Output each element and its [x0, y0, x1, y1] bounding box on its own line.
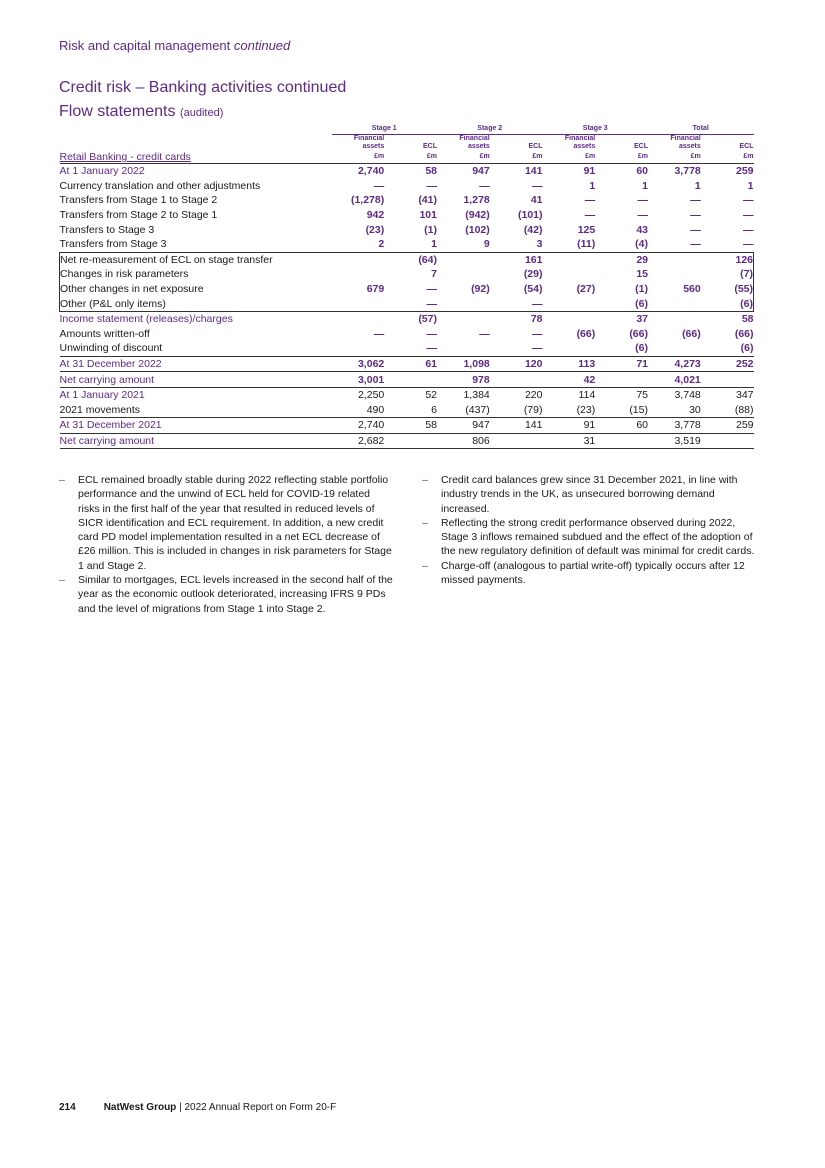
- table-cell: (7): [701, 267, 754, 282]
- table-cell: 113: [543, 356, 596, 372]
- ecl-header: ECL: [528, 143, 543, 150]
- row-label: Changes in risk parameters: [60, 267, 332, 282]
- table-cell: 3,062: [332, 356, 385, 372]
- row-label: At 31 December 2022: [60, 356, 332, 372]
- table-cell: [332, 267, 385, 282]
- page-number: 214: [59, 1102, 76, 1113]
- table-cell: 31: [543, 433, 596, 449]
- assets-header: assets: [467, 143, 490, 150]
- table-cell: 679: [366, 283, 385, 296]
- table-cell: 7: [431, 268, 437, 281]
- row-label: Income statement (releases)/charges: [60, 311, 332, 326]
- table-cell: 806: [437, 433, 490, 449]
- subtitle-text: Flow statements: [59, 103, 176, 120]
- table-cell: (66): [629, 327, 648, 340]
- table-cell: 490: [366, 403, 385, 416]
- table-cell: [332, 252, 385, 267]
- dash-icon: –: [422, 559, 428, 572]
- table-cell: (42): [523, 223, 543, 236]
- row-label: Transfers to Stage 3: [59, 223, 155, 236]
- row-label: Net carrying amount: [60, 433, 332, 449]
- row-label: Net re-measurement of ECL on stage transfer: [60, 252, 332, 267]
- table-cell: (29): [523, 268, 543, 281]
- unit-header: £m: [543, 151, 596, 164]
- section-suffix: continued: [233, 38, 291, 53]
- page-footer: [59, 1102, 336, 1113]
- stage-header: Stage 2: [437, 123, 543, 135]
- table-cell: (55): [701, 282, 754, 297]
- table-cell: [543, 296, 596, 311]
- row-label: At 1 January 2022: [59, 165, 145, 178]
- note-text: Charge-off (analogous to partial write-off) typically occurs after 12 missed payments.: [441, 559, 745, 587]
- assets-header: assets: [573, 143, 596, 150]
- header-unit-row: [60, 151, 754, 164]
- table-cell: 60: [595, 418, 648, 434]
- dash-icon: –: [59, 474, 65, 486]
- row-label: Transfers from Stage 2 to Stage 1: [59, 209, 218, 222]
- table-cell: 78: [490, 311, 543, 326]
- table-cell: 2,682: [332, 433, 385, 449]
- table-cell: 61: [384, 356, 437, 372]
- table-cell: [332, 341, 385, 356]
- table-cell: 2,740: [357, 165, 385, 178]
- table-cell: 220: [490, 387, 543, 402]
- table-cell: [384, 433, 437, 449]
- table-cell: 2: [378, 238, 385, 251]
- table-cell: [543, 311, 596, 326]
- table-row: [60, 164, 754, 179]
- table-cell: —: [637, 209, 648, 222]
- table-cell: 1: [642, 179, 648, 192]
- table-cell: —: [426, 342, 437, 355]
- table-cell: 42: [543, 372, 596, 388]
- table-cell: —: [690, 194, 701, 207]
- financial-header: Financial: [459, 135, 490, 142]
- table-cell: 6: [431, 403, 437, 416]
- table-cell: [437, 341, 490, 356]
- table-cell: [648, 267, 701, 282]
- table-cell: 1,384: [437, 387, 490, 402]
- table-cell: 2,740: [332, 418, 385, 434]
- table-cell: 947: [472, 165, 490, 178]
- table-cell: 120: [490, 356, 543, 372]
- page-title: Credit risk – Banking activities continued: [59, 79, 347, 96]
- stage-header: Stage 1: [332, 123, 438, 135]
- table-cell: [490, 433, 543, 449]
- table-cell: 141: [490, 418, 543, 434]
- table-row: [60, 341, 754, 356]
- note-bullet: [59, 473, 394, 573]
- stage-header: Total: [648, 123, 754, 135]
- table-cell: —: [584, 194, 596, 207]
- table-cell: [543, 267, 596, 282]
- row-label: Other changes in net exposure: [60, 282, 332, 297]
- row-label: Transfers from Stage 1 to Stage 2: [59, 194, 218, 207]
- table-row: [60, 252, 754, 267]
- table-cell: —: [479, 179, 490, 192]
- table-cell: (1): [635, 283, 648, 296]
- note-bullet: [59, 573, 394, 616]
- table-cell: —: [532, 327, 543, 340]
- row-label: 2021 movements: [59, 403, 141, 416]
- table-cell: —: [479, 327, 490, 340]
- table-cell: 101: [419, 209, 437, 222]
- unit-header: £m: [490, 151, 543, 164]
- table-cell: (6): [740, 342, 754, 355]
- table-cell: [701, 372, 754, 388]
- table-cell: 58: [425, 165, 437, 178]
- table-cell: 1: [589, 179, 596, 192]
- row-label: Unwinding of discount: [59, 342, 163, 355]
- table-cell: 259: [701, 418, 754, 434]
- table-cell: [332, 311, 385, 326]
- table-cell: —: [532, 342, 543, 355]
- table-cell: [595, 433, 648, 449]
- table-cell: [701, 433, 754, 449]
- assets-header: assets: [362, 143, 385, 150]
- table-row: [60, 433, 754, 449]
- table-cell: (66): [576, 327, 596, 340]
- row-label-header: Retail Banking - credit cards: [60, 151, 332, 164]
- table-cell: 4,021: [648, 372, 701, 388]
- table-cell: (79): [523, 403, 543, 416]
- table-cell: 125: [577, 223, 596, 236]
- table-cell: —: [532, 179, 543, 192]
- note-text: Credit card balances grew since 31 December 2021, in line with industry trends in the UK, as unsecured borrowing demand increased.: [441, 474, 738, 515]
- table-cell: —: [690, 209, 701, 222]
- table-cell: —: [584, 209, 596, 222]
- table-cell: (88): [734, 403, 754, 416]
- dash-icon: –: [59, 574, 65, 587]
- unit-header: £m: [384, 151, 437, 164]
- table-cell: 4,273: [648, 356, 701, 372]
- table-cell: [384, 372, 437, 388]
- footer-separator: |: [176, 1102, 185, 1113]
- section-label: Risk and capital management: [59, 38, 231, 53]
- note-bullet: [422, 559, 764, 588]
- table-cell: [437, 311, 490, 326]
- table-cell: 2,250: [332, 387, 385, 402]
- table-cell: [648, 311, 701, 326]
- table-cell: (23): [365, 223, 385, 236]
- table-cell: 1: [431, 238, 437, 251]
- table-cell: [490, 372, 543, 388]
- table-cell: (23): [576, 403, 596, 416]
- table-cell: 3,778: [648, 418, 701, 434]
- table-cell: —: [743, 194, 754, 207]
- table-row: [60, 356, 754, 372]
- table-row: [60, 403, 754, 418]
- unit-header: £m: [332, 151, 385, 164]
- table-cell: [648, 341, 701, 356]
- table-cell: 30: [689, 403, 701, 416]
- table-row: [60, 267, 754, 282]
- header-assets-row: [60, 143, 754, 151]
- row-label: Other (P&L only items): [60, 296, 332, 311]
- table-cell: 91: [543, 418, 596, 434]
- note-bullet: [422, 473, 764, 516]
- row-label: Amounts written-off: [59, 327, 150, 340]
- unit-header: £m: [648, 151, 701, 164]
- table-cell: (66): [734, 327, 754, 340]
- table-cell: (41): [418, 194, 437, 207]
- table-row: [60, 193, 754, 208]
- unit-header: £m: [595, 151, 648, 164]
- note-bullet: [422, 516, 764, 559]
- footer-brand: NatWest Group: [103, 1102, 177, 1113]
- table-cell: —: [743, 238, 754, 251]
- table-cell: 15: [636, 268, 648, 281]
- table-cell: (11): [577, 238, 596, 251]
- table-cell: 71: [595, 356, 648, 372]
- table-cell: (1): [424, 223, 437, 236]
- header-stage-row: [60, 123, 754, 135]
- table-cell: —: [426, 283, 437, 296]
- table-cell: [648, 252, 701, 267]
- table-cell: —: [532, 297, 543, 310]
- table-cell: 43: [636, 223, 648, 236]
- table-cell: (6): [635, 297, 648, 310]
- table-cell: [595, 372, 648, 388]
- table-cell: 91: [583, 165, 596, 178]
- table-cell: 58: [701, 311, 754, 326]
- stage-header: Stage 3: [543, 123, 649, 135]
- table-cell: (6): [635, 342, 648, 355]
- table-row: [60, 208, 754, 223]
- table-cell: 37: [595, 311, 648, 326]
- ecl-header: ECL: [634, 143, 648, 150]
- table-cell: [543, 341, 596, 356]
- table-cell: [332, 296, 385, 311]
- footer-report: 2022 Annual Report on Form 20-F: [184, 1102, 337, 1113]
- financial-header: Financial: [353, 135, 385, 142]
- table-cell: 41: [530, 194, 543, 207]
- row-label: Net carrying amount: [60, 372, 332, 388]
- header-financial-row: [60, 135, 754, 144]
- table-row: [60, 237, 754, 252]
- table-cell: (101): [517, 209, 543, 222]
- unit-header: £m: [437, 151, 490, 164]
- table-cell: —: [743, 223, 754, 236]
- table-cell: 161: [490, 252, 543, 267]
- table-cell: 347: [701, 387, 754, 402]
- note-text: Reflecting the strong credit performance observed during 2022, Stage 3 inflows remained subdued and the effect of the adoption of the new regulatory definition of default was minimal for credit cards.: [441, 516, 755, 558]
- table-cell: 3,519: [648, 433, 701, 449]
- table-row: [60, 222, 754, 237]
- table-cell: (27): [576, 283, 596, 296]
- table-cell: (64): [384, 252, 437, 267]
- table-cell: (4): [635, 238, 648, 251]
- table-cell: 1,278: [463, 194, 490, 207]
- table-cell: 259: [735, 165, 754, 178]
- table-cell: 1: [694, 179, 701, 192]
- table-cell: 141: [524, 165, 543, 178]
- row-label: Transfers from Stage 3: [59, 238, 167, 251]
- table-cell: (57): [384, 311, 437, 326]
- table-cell: (66): [682, 327, 701, 340]
- table-cell: (942): [465, 209, 490, 222]
- assets-header: assets: [678, 143, 701, 150]
- table-cell: 3,778: [674, 165, 701, 178]
- table-cell: [437, 252, 490, 267]
- table-row: [60, 327, 754, 342]
- section-title: [59, 38, 290, 53]
- table-cell: (102): [465, 223, 490, 236]
- table-row: [60, 372, 754, 388]
- table-cell: —: [373, 179, 385, 192]
- table-cell: 60: [636, 165, 648, 178]
- table-cell: 560: [683, 283, 701, 296]
- table-row: [60, 296, 754, 311]
- unit-header: £m: [701, 151, 754, 164]
- row-label: At 1 January 2021: [60, 387, 332, 402]
- table-cell: [437, 296, 490, 311]
- table-cell: 252: [701, 356, 754, 372]
- table-cell: (15): [629, 403, 648, 416]
- table-cell: —: [426, 327, 437, 340]
- table-row: [60, 311, 754, 326]
- table-cell: —: [426, 179, 437, 192]
- ecl-header: ECL: [739, 143, 754, 150]
- notes-left-column: [59, 473, 394, 616]
- ecl-header: ECL: [423, 143, 437, 150]
- table-cell: 9: [483, 238, 490, 251]
- table-cell: 947: [437, 418, 490, 434]
- table-cell: (437): [465, 403, 490, 416]
- table-cell: 978: [437, 372, 490, 388]
- table-cell: 29: [595, 252, 648, 267]
- table-cell: —: [690, 238, 701, 251]
- table-cell: [437, 267, 490, 282]
- table-cell: 58: [384, 418, 437, 434]
- table-cell: —: [690, 223, 701, 236]
- row-label: Currency translation and other adjustments: [59, 179, 261, 192]
- table-cell: 114: [543, 387, 596, 402]
- table-row: [60, 282, 754, 297]
- dash-icon: –: [422, 474, 428, 486]
- financial-header: Financial: [670, 135, 701, 142]
- table-cell: —: [426, 297, 437, 310]
- subtitle-note: (audited): [179, 107, 224, 119]
- dash-icon: –: [422, 516, 428, 529]
- table-cell: —: [637, 194, 648, 207]
- table-cell: (1,278): [350, 194, 385, 207]
- table-cell: [543, 252, 596, 267]
- table-cell: [648, 296, 701, 311]
- table-cell: 126: [701, 252, 754, 267]
- table-cell: 3: [536, 238, 543, 251]
- table-cell: 3,748: [648, 387, 701, 402]
- table-cell: 1,098: [437, 356, 490, 372]
- table-row: [60, 418, 754, 434]
- table-cell: (6): [701, 296, 754, 311]
- table-row: [60, 387, 754, 402]
- table-cell: 52: [384, 387, 437, 402]
- flow-statement-table: [59, 123, 754, 449]
- table-row: [60, 179, 754, 194]
- table-cell: 75: [595, 387, 648, 402]
- table-cell: (92): [471, 283, 490, 296]
- table-cell: 1: [747, 179, 754, 192]
- row-label: At 31 December 2021: [60, 418, 332, 434]
- table-cell: (54): [523, 283, 543, 296]
- table-cell: 3,001: [332, 372, 385, 388]
- table-cell: —: [743, 209, 754, 222]
- page-subtitle: [59, 103, 223, 121]
- note-text: Similar to mortgages, ECL levels increased in the second half of the year as the economic outlook deteriorated, increasing IFRS 9 PDs and the level of migrations from Stage 1 into Stage 2.: [78, 574, 393, 615]
- notes-right-column: [422, 473, 764, 587]
- financial-header: Financial: [564, 135, 596, 142]
- note-text: ECL remained broadly stable during 2022 reflecting stable portfolio performance and the unwind of ECL held for COVID-19 related risks in the first half of the year that resulted in reduced levels of SICR identification and ECL requirement. In addition, a new credit card PD model implementation resulted in a net ECL decrease of £26 million. This is included in changes in risk parameters for Stage 1 and Stage 2.: [78, 474, 392, 572]
- table-cell: —: [373, 327, 385, 340]
- table-cell: 942: [366, 209, 385, 222]
